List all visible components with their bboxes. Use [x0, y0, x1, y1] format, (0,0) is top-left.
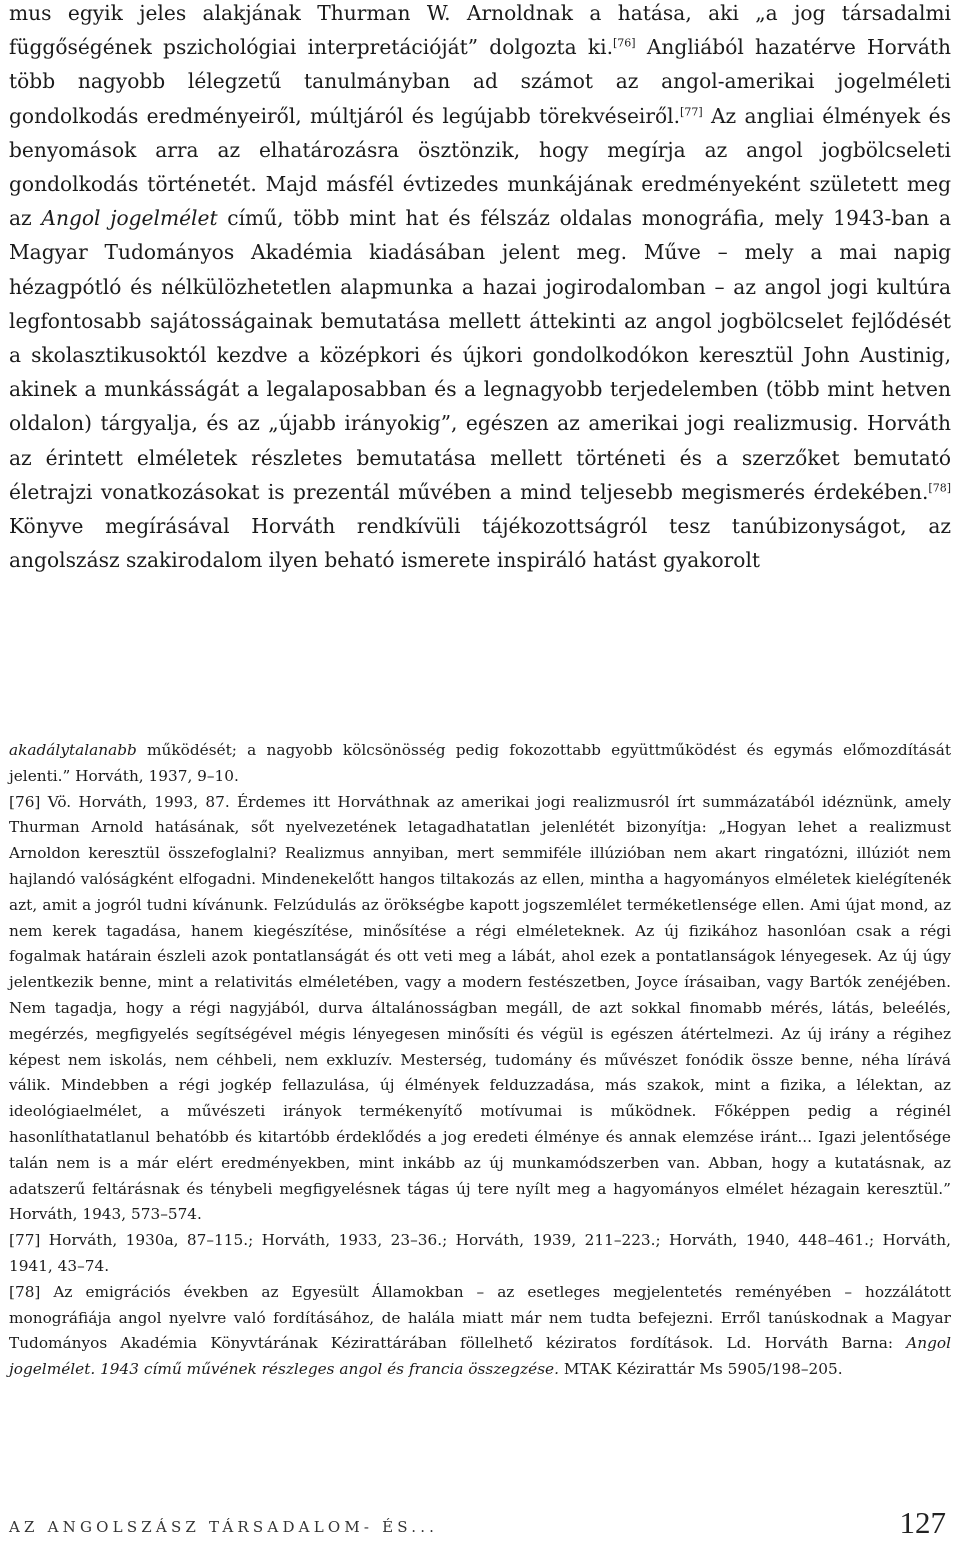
main-paragraph: [9, 0, 951, 577]
footnote-italic: akadálytalanabb: [9, 741, 137, 759]
footnote-text: Vö. Horváth, 1993, 87. Érdemes itt Horváthnak az amerikai jogi realizmusról írt summázatából idéznünk, amely Thurman Arnold hatásának, sőt nyelvezetének letagadhatatlan jelenlétét bizonyítja: „Hogyan lehet a realizmust Arnoldon keresztül összefoglalni? Realizmus annyiban, mert semmiféle illúzióban nem akart ringatózni, illúziót nem hajlandó valóságként elfogadni. Mindenekelőtt hangos tiltakozás az ellen, mintha a hagyományos elméletek kielégítenék azt, amit a jogról tudni kívánunk. Felzúdulás az örökségbe kapott jogszemlélet terméketlensége ellen. Ami újat mond, az nem kerek tagadása, hanem kiegészítése, minősítése a régi elméleteknek. Az új fizikához hasonlóan csak a régi fogalmak határain észleli azok pontatlanságát és ott veti meg a lábát, ahol ezek a pontatlanságok lényegesek. Az új úgy jelentkezik benne, mint a relativitás elméletében, vagy a modern festészetben, Joyce írásaiban, vagy Bartók zenéjében. Nem tagadja, hogy a régi nagyjából, durva általánosságban megáll, de azt sokkal finomabb mérés, látás, beleélés, megérzés, megfigyelés segítségével mégis lényegesen minősíti és végül is egészen átértelmezi. Az új irány a régihez képest nem iskolás, nem céhbeli, nem exkluzív. Mesterség, tudomány és művészet fonódik össze benne, néha lírává válik. Mindebben a régi jogkép fellazulása, új élmények felduzzadása, más szakok, mint a fizika, a lélektan, az ideológiaelmélet, a művészeti irányok termékenyítő motívumai is működnek. Főképpen pedig a réginél hasonlíthatatlanul behatóbb és kitartóbb érdeklődés a jog eredeti élménye és annak elemzése iránt... Igazi jelentősége talán nem is a már elért eredményekben, mint inkább az új munkamódszerben van. Abban, hogy a kutatásnak, az adatszerű feltárásnak és ténybeli megfigyelésnek tágas új tere nyílt meg a hagyományos elmélet hézagain keresztül.” Horváth, 1943, 573–574.: [9, 792, 951, 1224]
footnote-78: [9, 1280, 951, 1383]
paragraph-text: Angliából hazatérve Horváth több nagyobb lélegzetű tanulmányban ad számot az angol-amerikai jogelméleti gondolkodás eredményeiről, múltjáról és legújabb törekvéseiről.: [9, 35, 951, 128]
footnote-ref-78[interactable]: [78]: [928, 481, 951, 495]
page-number: 127: [899, 1505, 946, 1540]
paragraph-text: című, több mint hat és félszáz oldalas monográfia, mely 1943-ban a Magyar Tudományos Akadémia kiadásában jelent meg. Műve – mely a mai napig hézagpótló és nélkülözhetetlen alapmunka a hazai jogirodalomban – az angol jogi kultúra legfontosabb sajátosságainak bemutatása mellett áttekinti az angol jogbölcselet fejlődését a skolasztikusoktól kezdve a középkori és újkori gondolkodókon keresztül John Austinig, akinek a munkásságát a legalaposabban és a legnagyobb terjedelemben (több mint hetven oldalon) tárgyalja, és az „újabb irányokig”, egészen az amerikai jogi realizmusig. Horváth az érintett elméletek részletes bemutatása mellett történeti és a szerzőket bemutató életrajzi vonatkozásokat is prezentál művében a mind teljesebb megismerés érdekében.: [9, 206, 951, 504]
footnote-label: [78]: [9, 1282, 41, 1301]
footnote-text: Az emigrációs években az Egyesült Államokban – az esetleges megjelentetés reményében – hozzálátott monográfiája angol nyelvre való fordításához, de halála miatt már nem tudta befejezni. Erről tanúskodnak a Magyar Tudományos Akadémia Könyvtárának Kézirattárában föllelhető kéziratos fordítások. Ld. Horváth Barna:: [9, 1282, 951, 1353]
footnote-label: [77]: [9, 1231, 41, 1250]
footnote-text: működését; a nagyobb kölcsönösség pedig fokozottabb együttműködést és egymás előmozdítását jelenti.” Horváth, 1937, 9–10.: [9, 741, 951, 785]
footnote-76: [9, 790, 951, 1229]
footnote-text: Horváth, 1930a, 87–115.; Horváth, 1933, 23–36.; Horváth, 1939, 211–223.; Horváth, 1940, 448–461.; Horváth, 1941, 43–74.: [9, 1231, 951, 1275]
running-title: AZ ANGOLSZÁSZ TÁRSADALOM- ÉS...: [9, 1518, 439, 1536]
paragraph-text: mus egyik jeles alakjának Thurman W. Arnoldnak a hatása, aki „a jog társadalmi függőségének pszichológiai interpretációját” dolgozta ki.: [9, 1, 951, 60]
footnote-italic: Angol jogelmélet. 1943 című művének részleges angol és francia összegzése.: [9, 1334, 951, 1379]
footnote-ref-76[interactable]: [76]: [613, 36, 636, 50]
footnote-77: [9, 1228, 951, 1280]
footnotes-section: [9, 738, 951, 1383]
book-title: Angol jogelmélet: [41, 206, 218, 231]
footnote-continuation: [9, 738, 951, 790]
paragraph-text: Könyve megírásával Horváth rendkívüli tájékozottságról tesz tanúbizonyságot, az angolszász szakirodalom ilyen beható ismerete inspiráló hatást gyakorolt: [9, 514, 951, 573]
footnote-label: [76]: [9, 792, 41, 811]
paragraph-text: Az angliai élmények és benyomások arra az elhatározásra ösztönzik, hogy megírja az angol jogbölcseleti gondolkodás történetét. Majd másfél évtizedes munkájának eredményeként született meg az: [9, 103, 951, 231]
footnote-ref-77[interactable]: [77]: [680, 104, 703, 118]
footnote-text: MTAK Kézirattár Ms 5905/198–205.: [558, 1360, 843, 1379]
